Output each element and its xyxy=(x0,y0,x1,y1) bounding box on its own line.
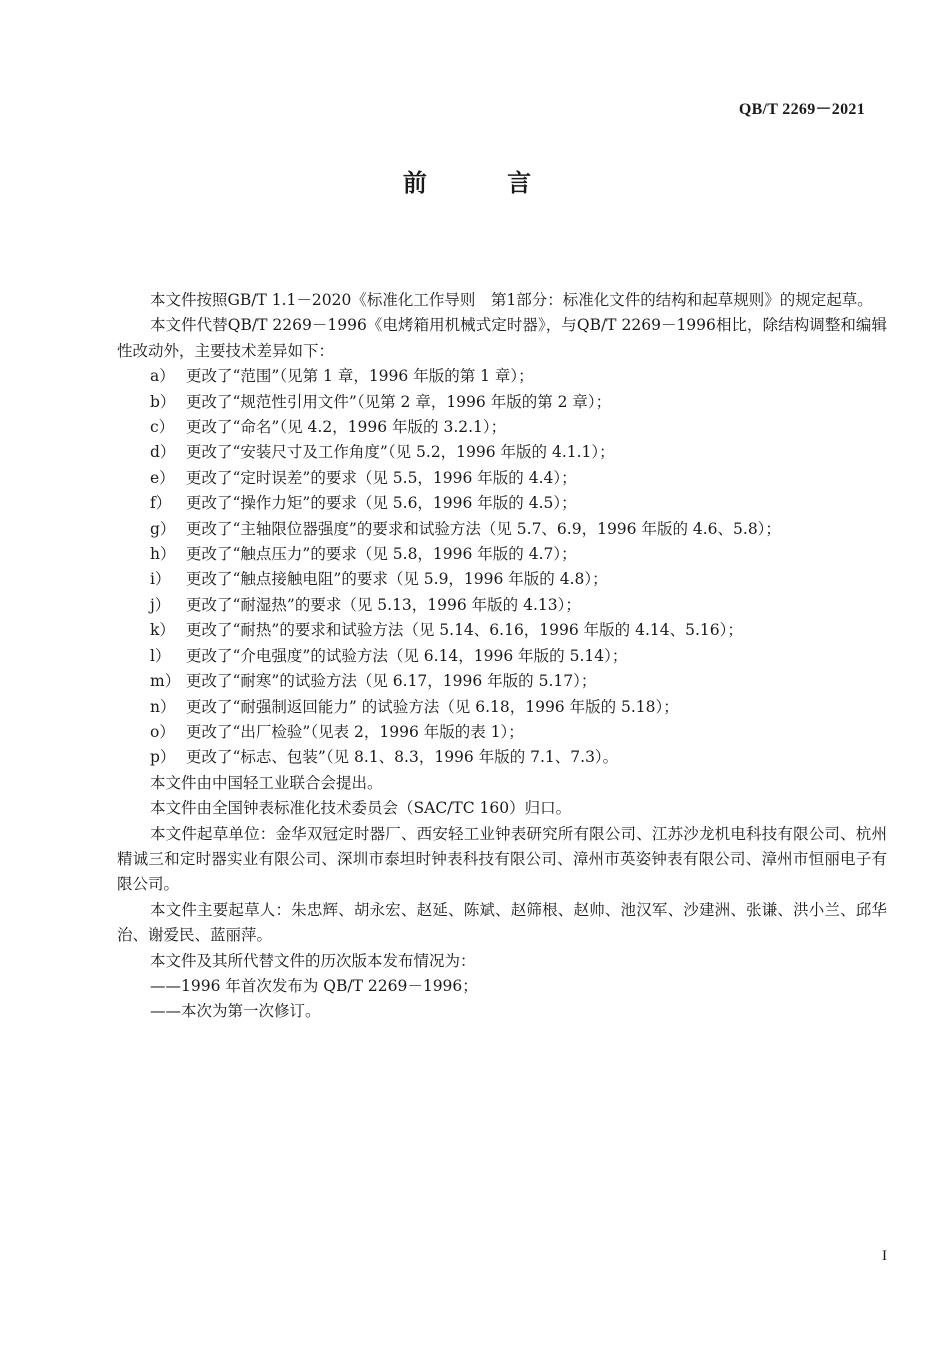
list-item-text: 更改了“触点压力”的要求（见 5.8，1996 年版的 4.7）； xyxy=(186,545,577,564)
paragraph-drafting-units: 本文件起草单位：金华双冠定时器厂、西安轻工业钟表研究所有限公司、江苏沙龙机电科技有限公司、杭州精诚三和定时器实业有限公司、深圳市泰坦时钟表科技有限公司、漳州市英姿钟表有限公司、漳州市恒丽电子有限公司。 xyxy=(117,824,887,894)
list-item-label: d） xyxy=(150,443,176,462)
changes-list xyxy=(117,364,887,771)
list-item-text: 更改了“主轴限位器强度”的要求和试验方法（见 5.7、6.9，1996 年版的 4.6、5.8）； xyxy=(186,519,781,538)
list-item-text: 更改了“规范性引用文件”（见第 2 章，1996 年版的第 2 章）； xyxy=(186,392,612,411)
list-item xyxy=(117,745,887,770)
paragraph-proposer: 本文件由中国轻工业联合会提出。 xyxy=(150,773,383,792)
foreword-body xyxy=(117,288,887,1025)
list-item-text: 更改了“命名”（见 4.2，1996 年版的 3.2.1）； xyxy=(186,418,507,437)
list-item-label: j） xyxy=(150,595,171,614)
list-item-text: 更改了“标志、包装”（见 8.1、8.3，1996 年版的 7.1、7.3）。 xyxy=(186,748,619,767)
paragraph-replacement: 本文件代替QB/T 2269－1996《电烤箱用机械式定时器》，与QB/T 2269－1996相比，除结构调整和编辑性改动外，主要技术差异如下： xyxy=(117,316,887,360)
list-item-text: 更改了“耐强制返回能力” 的试验方法（见 6.18，1996 年版的 5.18）； xyxy=(186,697,679,716)
list-item-label: n） xyxy=(150,697,176,716)
list-item-text: 更改了“操作力矩”的要求（见 5.6，1996 年版的 4.5）； xyxy=(186,494,577,513)
list-item-label: g） xyxy=(150,519,176,538)
list-item xyxy=(117,618,887,643)
list-item xyxy=(117,669,887,694)
paragraph-history-intro: 本文件及其所代替文件的历次版本发布情况为： xyxy=(150,951,476,970)
page-title: 前 言 xyxy=(402,168,568,197)
list-item-text: 更改了“耐热”的要求和试验方法（见 5.14、6.16，1996 年版的 4.14、5.16）； xyxy=(186,621,743,640)
list-item-label: e） xyxy=(150,468,175,487)
paragraph-drafting-rules: 本文件按照GB/T 1.1－2020《标准化工作导则 第1部分：标准化文件的结构和起草规则》的规定起草。 xyxy=(150,291,873,309)
list-item-text: 更改了“耐湿热”的要求（见 5.13，1996 年版的 4.13）； xyxy=(186,595,581,614)
list-item xyxy=(117,390,887,415)
list-item xyxy=(117,695,887,720)
history-item: ——本次为第一次修订。 xyxy=(150,1002,321,1021)
list-item-label: o） xyxy=(150,722,175,741)
page-number: I xyxy=(882,1248,887,1264)
list-item-label: c） xyxy=(150,418,175,437)
list-item-text: 更改了“安装尺寸及工作角度”（见 5.2，1996 年版的 4.1.1）； xyxy=(186,443,615,462)
list-item xyxy=(117,415,887,440)
list-item xyxy=(117,720,887,745)
list-item-label: b） xyxy=(150,392,176,411)
list-item-text: 更改了“介电强度”的试验方法（见 6.14，1996 年版的 5.14）； xyxy=(186,646,628,665)
paragraph-committee: 本文件由全国钟表标准化技术委员会（SAC/TC 160）归口。 xyxy=(150,799,572,818)
list-item xyxy=(117,440,887,465)
list-item xyxy=(117,567,887,592)
standard-code: QB/T 2269－2021 xyxy=(738,101,865,118)
list-item xyxy=(117,364,887,389)
list-item-text: 更改了“耐寒”的试验方法（见 6.17，1996 年版的 5.17）； xyxy=(186,672,597,691)
paragraph-drafters: 本文件主要起草人：朱忠辉、胡永宏、赵延、陈斌、赵筛根、赵帅、池汉军、沙建洲、张谦、洪小兰、邱华治、谢爱民、蓝丽萍。 xyxy=(117,900,887,945)
list-item xyxy=(117,644,887,669)
list-item xyxy=(117,517,887,542)
list-item xyxy=(117,491,887,516)
history-item: ——1996 年首次发布为 QB/T 2269－1996； xyxy=(150,976,478,995)
list-item xyxy=(117,593,887,618)
list-item-text: 更改了“出厂检验”（见表 2，1996 年版的表 1）； xyxy=(186,722,524,741)
list-item xyxy=(117,542,887,567)
list-item xyxy=(117,466,887,491)
list-item-label: h） xyxy=(150,545,176,564)
list-item-label: k） xyxy=(150,621,175,640)
list-item-text: 更改了“触点接触电阻”的要求（见 5.9，1996 年版的 4.8）； xyxy=(186,570,608,589)
list-item-label: i） xyxy=(150,570,171,589)
list-item-text: 更改了“定时误差”的要求（见 5.5，1996 年版的 4.4）； xyxy=(186,468,577,487)
list-item-label: f） xyxy=(150,494,172,513)
list-item-label: p） xyxy=(150,748,176,767)
list-item-label: a） xyxy=(150,367,175,386)
list-item-label: l） xyxy=(150,646,171,665)
list-item-text: 更改了“范围”（见第 1 章，1996 年版的第 1 章）； xyxy=(186,367,534,386)
list-item-label: m） xyxy=(150,672,181,691)
